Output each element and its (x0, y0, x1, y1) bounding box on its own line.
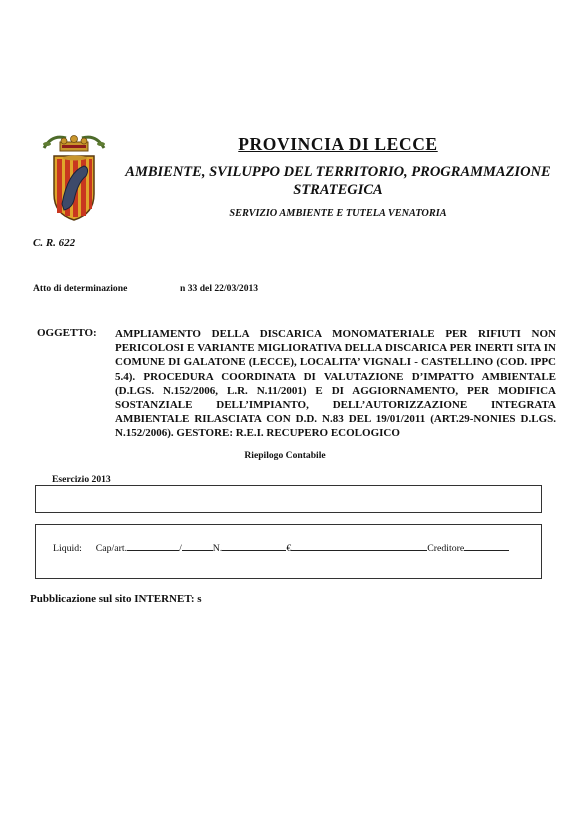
liquid-row (53, 540, 509, 554)
cap-art-label: Cap/art. (95, 543, 128, 554)
oggetto-text: AMPLIAMENTO DELLA DISCARICA MONOMATERIALE PER RIFIUTI NON PERICOLOSI E VARIANTE MIGLIORATIVA DELLA DISCARICA PER INERTI SITA IN COMUNE DI GALATONE (LECCE), LOCALITA’ VIGNALI - CASTELLINO (COD. IPPC 5.4). PROCEDURA COORDINATA DI VALUTAZIONE D’IMPATTO AMBIENTALE (D.LGS. N.152/2006, L.R. N.11/2001) E DI AGGIORNAMENTO, PER MODIFICA SOSTANZIALE DELL’IMPIANTO, DELL’AUTORIZZAZIONE INTEGRATA AMBIENTALE RILASCIATA CON D.D. N.83 DEL 19/01/2011 (ART.29-NONIES D.LGS. N.152/2006). GESTORE: R.E.I. RECUPERO ECOLOGICO (115, 328, 556, 440)
n-field (222, 540, 286, 551)
creditore-field (464, 540, 509, 551)
cap-art-field (127, 540, 179, 551)
department-title: AMBIENTE, SVILUPPO DEL TERRITORIO, PROGRAMMAZIONE STRATEGICA (125, 164, 551, 198)
provincia-title: PROVINCIA DI LECCE (238, 134, 438, 154)
pubblicazione-line: Pubblicazione sul sito INTERNET: s (30, 593, 202, 605)
n-label: N. (212, 543, 223, 554)
service-title: SERVIZIO AMBIENTE E TUTELA VENATORIA (229, 208, 447, 219)
slash-separator: / (179, 543, 182, 554)
coat-of-arms-icon (38, 128, 110, 224)
cr-number: C. R. 622 (33, 237, 76, 249)
esercizio-box (35, 485, 542, 513)
creditore-label: Creditore (427, 543, 465, 554)
euro-field (291, 540, 427, 551)
atto-number: n 33 del 22/03/2013 (180, 283, 259, 294)
liquid-label: Liquid: (53, 543, 82, 554)
riepilogo-heading: Riepilogo Contabile (244, 450, 326, 461)
esercizio-label: Esercizio 2013 (52, 474, 111, 485)
euro-label: € (286, 543, 292, 554)
oggetto-label: OGGETTO: (37, 327, 97, 339)
atto-label: Atto di determinazione (33, 283, 128, 294)
sub-field (182, 540, 213, 551)
